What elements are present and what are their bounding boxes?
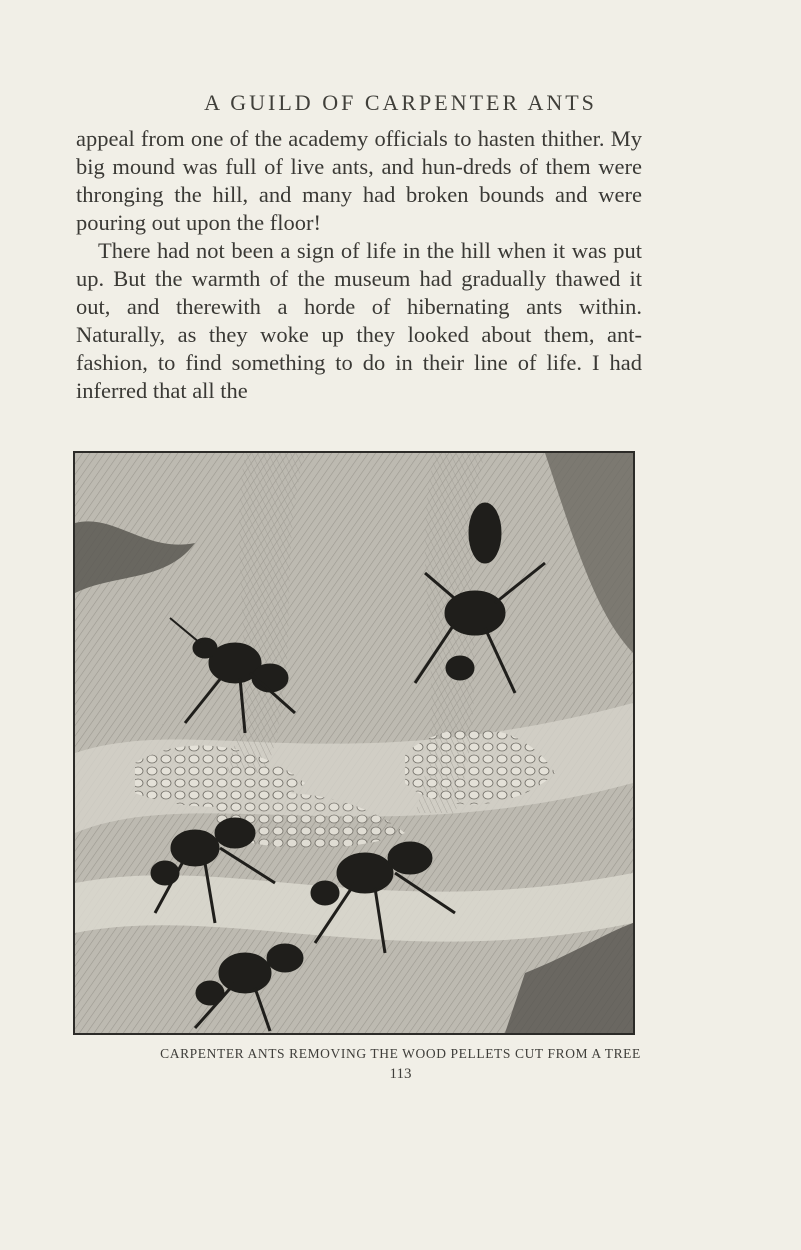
ant-illustration: [75, 453, 633, 1033]
body-text: [76, 125, 642, 405]
page-number: 113: [389, 1066, 412, 1082]
figure-caption: CARPENTER ANTS REMOVING THE WOOD PELLETS CUT FROM A TREE: [160, 1046, 641, 1061]
running-title: A GUILD OF CARPENTER ANTS: [204, 90, 597, 115]
paragraph-1: appeal from one of the academy officials to hasten thither. My big mound was full of live ants, and hun-dreds of them were thronging the hill, and many had broken bounds and were pouring out upon the floor!: [76, 126, 642, 235]
illustration: [73, 451, 635, 1035]
paragraph-2: There had not been a sign of life in the hill when it was put up. But the warmth of the museum had gradually thawed it out, and therewith a horde of hibernating ants within. Naturally, as they woke up they looked about them, ant-fashion, to find something to do in their line of life. I had inferred that all the: [76, 238, 642, 403]
